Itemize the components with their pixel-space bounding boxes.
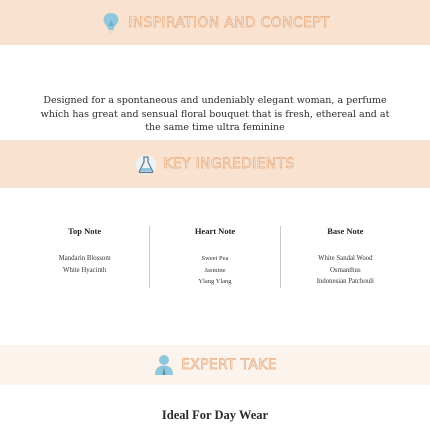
top-note-column (20, 226, 149, 288)
heart-note-column (149, 226, 279, 288)
expert-banner (0, 345, 430, 385)
heart-note-item: Jasmine (204, 266, 226, 274)
expert-heading (153, 353, 277, 377)
top-note-item: White Hyacinth (63, 266, 107, 274)
notes-table (20, 226, 410, 288)
inspiration-title: INSPIRATION AND CONCEPT (128, 14, 330, 31)
heart-note-item: Ylang Ylang (198, 278, 232, 285)
inspiration-banner (0, 0, 430, 45)
base-note-label: Base Note (327, 226, 364, 236)
user-icon (153, 353, 175, 377)
base-note-item: Osmanthus (330, 266, 361, 274)
base-note-column (280, 226, 410, 288)
heart-note-label: Heart Note (194, 226, 236, 236)
base-note-item: Indonesian Patchouli (316, 278, 374, 285)
ingredients-banner (0, 140, 430, 188)
expert-title: EXPERT TAKE (181, 357, 277, 373)
ingredients-heading (135, 152, 294, 176)
inspiration-heading (100, 11, 329, 35)
base-note-item: White Sandal Wood (318, 255, 373, 262)
lightbulb-icon (100, 11, 122, 35)
fragrance-description: Designed for a spontaneous and undeniably elegant woman, a perfume which has great and sensual floral bouquet that is fresh, ethereal and at the same time ultra feminine (40, 95, 390, 133)
ingredients-title: KEY INGREDIENTS (163, 156, 295, 172)
top-note-item: Mandarin Blossom (58, 255, 111, 262)
expert-take-text: Ideal For Day Wear (161, 408, 269, 422)
flask-icon (135, 152, 157, 176)
heart-note-item: Sweet Pea (201, 255, 229, 262)
top-note-label: Top Note (68, 226, 102, 236)
